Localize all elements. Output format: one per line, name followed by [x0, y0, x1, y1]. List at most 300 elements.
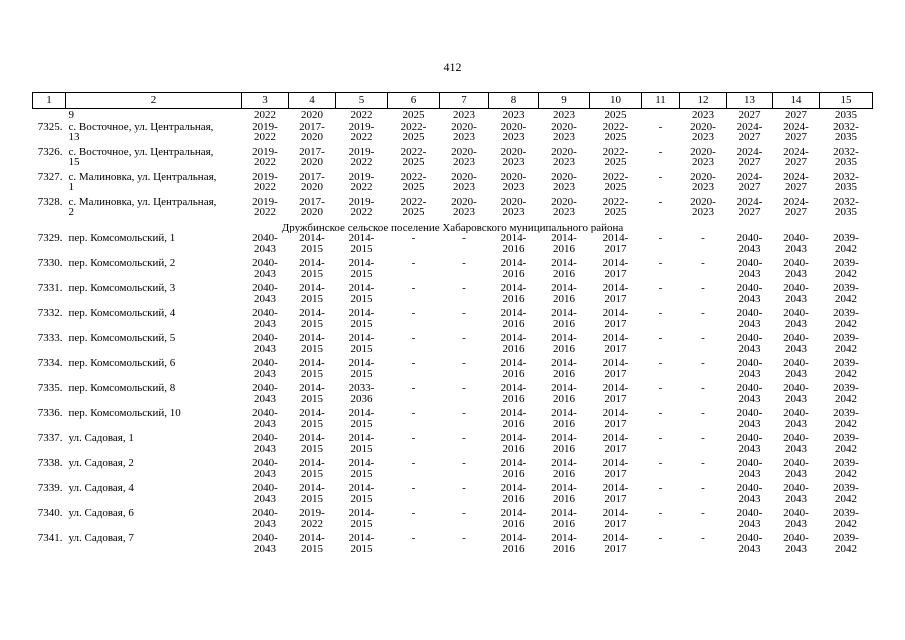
- cell-line: 2040-: [252, 458, 278, 469]
- cell-line: 2020: [301, 206, 323, 218]
- address-cell: [66, 433, 242, 458]
- cell-line: -: [701, 508, 705, 519]
- header-cell: 10: [590, 93, 642, 109]
- cell-line: -: [658, 358, 663, 369]
- year-cell: [289, 308, 336, 333]
- year-cell: [773, 333, 820, 358]
- cell-line: 2017: [604, 292, 627, 305]
- cell-line: 2024-: [783, 171, 809, 183]
- cell-line: 2017-: [299, 171, 325, 183]
- cell-line: 2016: [553, 317, 575, 330]
- year-cell: [440, 258, 489, 283]
- cell-line: 2043: [254, 417, 276, 430]
- cell-line: 2025: [604, 131, 627, 143]
- cell-line: 2015: [350, 342, 373, 355]
- cell-line: 2025: [402, 109, 425, 121]
- cell-line: 2023: [553, 181, 575, 193]
- cell-line: 2039-: [833, 333, 859, 344]
- year-cell: [289, 258, 336, 283]
- year-cell: [388, 122, 440, 147]
- address-cell: [66, 172, 242, 197]
- cell-line: 2014-: [551, 358, 577, 369]
- cell-line: 2017: [604, 492, 627, 505]
- cell-line: 2014-: [551, 333, 577, 344]
- cell-line: 2039-: [833, 358, 859, 369]
- cell-line: 2043: [785, 467, 807, 480]
- cell-line: -: [701, 233, 705, 244]
- cell-line: 2014-: [348, 258, 375, 269]
- year-cell: [642, 258, 680, 283]
- cell-line: 2017: [604, 417, 627, 430]
- cell-line: 2017: [604, 317, 627, 330]
- year-cell: [820, 383, 873, 408]
- cell-line: 2015: [350, 242, 373, 255]
- year-cell: [773, 233, 820, 258]
- cell-line: 2039-: [833, 383, 859, 394]
- cell-line: 2040-: [252, 408, 278, 419]
- cell-line: 2043: [785, 367, 807, 380]
- year-cell: [773, 458, 820, 483]
- cell-line: 2015: [350, 292, 373, 305]
- cell-line: -: [701, 433, 705, 444]
- cell-line: -: [462, 308, 466, 319]
- cell-line: 2043: [254, 467, 276, 480]
- table-row: [33, 283, 873, 308]
- cell-line: 2023: [502, 131, 525, 143]
- year-cell: [336, 433, 388, 458]
- cell-line: с. Малиновка, ул. Центральная,: [68, 171, 217, 183]
- year-cell: [489, 408, 539, 433]
- table-header: [33, 93, 873, 109]
- year-cell: [336, 283, 388, 308]
- cell-line: 2040-: [783, 433, 809, 444]
- year-cell: [336, 383, 388, 408]
- table-row: [33, 383, 873, 408]
- cell-line: 2014-: [500, 258, 527, 269]
- table-row: [33, 483, 873, 508]
- year-cell: [680, 483, 727, 508]
- address-cell: [66, 109, 242, 122]
- cell-line: 15: [68, 156, 80, 168]
- address-cell: [66, 458, 242, 483]
- cell-line: 2014-: [299, 458, 325, 469]
- year-cell: [680, 358, 727, 383]
- year-cell: [440, 283, 489, 308]
- year-cell: [336, 172, 388, 197]
- address-cell: [66, 533, 242, 558]
- cell-line: 2042: [835, 342, 857, 355]
- cell-line: 2043: [738, 267, 761, 280]
- row-number: 7338.: [37, 458, 63, 469]
- cell-line: 2015: [301, 317, 323, 330]
- header-cell: 5: [336, 93, 388, 109]
- year-cell: [440, 408, 489, 433]
- year-cell: [680, 109, 727, 122]
- cell-line: -: [462, 458, 466, 469]
- cell-line: 2015: [350, 442, 373, 455]
- cell-line: 2025: [402, 131, 425, 143]
- year-cell: [440, 383, 489, 408]
- cell-line: 2014-: [348, 458, 375, 469]
- cell-line: -: [701, 483, 705, 494]
- cell-line: 2040-: [783, 358, 809, 369]
- cell-line: 2015: [301, 492, 323, 505]
- year-cell: [388, 258, 440, 283]
- cell-line: 2039-: [833, 483, 859, 494]
- cell-line: 2023: [453, 206, 475, 218]
- cell-line: -: [658, 196, 663, 208]
- year-cell: [590, 197, 642, 222]
- cell-line: 2042: [835, 442, 857, 455]
- year-cell: [489, 333, 539, 358]
- year-cell: [727, 109, 773, 122]
- cell-line: 2025: [604, 181, 627, 193]
- cell-line: 2015: [301, 442, 323, 455]
- cell-line: 2014-: [348, 233, 375, 244]
- cell-line: 2023: [502, 206, 525, 218]
- year-cell: [590, 233, 642, 258]
- cell-line: 2024-: [783, 196, 809, 208]
- cell-line: 2043: [254, 542, 276, 555]
- cell-line: 2036: [350, 392, 373, 405]
- year-cell: [590, 122, 642, 147]
- year-cell: [642, 197, 680, 222]
- year-cell: [289, 172, 336, 197]
- year-cell: [773, 308, 820, 333]
- cell-line: 2025: [604, 206, 627, 218]
- cell-line: -: [462, 358, 466, 369]
- cell-line: 2014-: [500, 433, 527, 444]
- year-cell: [820, 109, 873, 122]
- cell-line: 2017: [604, 342, 627, 355]
- cell-line: -: [411, 458, 416, 469]
- cell-line: 2042: [835, 242, 857, 255]
- year-cell: [242, 283, 289, 308]
- cell-line: 2020: [301, 156, 323, 168]
- year-cell: [539, 508, 590, 533]
- cell-line: 2016: [502, 342, 525, 355]
- year-cell: [242, 358, 289, 383]
- year-cell: [820, 508, 873, 533]
- address-cell: [66, 122, 242, 147]
- cell-line: 2015: [301, 267, 323, 280]
- cell-line: 2043: [738, 492, 761, 505]
- header-cell: 13: [727, 93, 773, 109]
- year-cell: [489, 483, 539, 508]
- address-cell: [66, 358, 242, 383]
- cell-line: 2032-: [833, 121, 859, 133]
- cell-line: 2014-: [299, 383, 325, 394]
- row-number: 7341.: [37, 533, 63, 544]
- cell-line: 2014-: [602, 283, 629, 294]
- year-cell: [242, 433, 289, 458]
- row-number: 7329.: [37, 233, 63, 244]
- cell-line: 2014-: [348, 283, 375, 294]
- year-cell: [539, 172, 590, 197]
- cell-line: -: [411, 483, 416, 494]
- cell-line: -: [658, 171, 663, 183]
- cell-line: 2043: [254, 242, 276, 255]
- cell-line: ул. Садовая, 1: [68, 433, 134, 444]
- year-cell: [680, 433, 727, 458]
- cell-line: 2043: [254, 392, 276, 405]
- cell-line: 2022: [350, 206, 373, 218]
- row-number: 7328.: [37, 196, 63, 208]
- header-cell: 12: [680, 93, 727, 109]
- year-cell: [489, 172, 539, 197]
- cell-line: 2043: [785, 267, 807, 280]
- year-cell: [773, 172, 820, 197]
- cell-line: 2022: [350, 156, 373, 168]
- cell-line: 2014-: [299, 433, 325, 444]
- cell-line: 2019-: [348, 196, 375, 208]
- cell-line: 2014-: [500, 283, 527, 294]
- year-cell: [727, 197, 773, 222]
- cell-line: с. Восточное, ул. Центральная,: [68, 146, 214, 158]
- year-cell: [642, 333, 680, 358]
- cell-line: 2043: [254, 442, 276, 455]
- cell-line: 2019-: [348, 121, 375, 133]
- year-cell: [440, 233, 489, 258]
- header-cell: 1: [33, 93, 66, 109]
- cell-line: 2014-: [348, 508, 375, 519]
- cell-line: 2019-: [299, 508, 325, 519]
- cell-line: 2040-: [736, 458, 763, 469]
- year-cell: [727, 172, 773, 197]
- year-cell: [680, 233, 727, 258]
- address-cell: [66, 333, 242, 358]
- year-cell: [242, 172, 289, 197]
- cell-line: 2014-: [551, 308, 577, 319]
- cell-line: 2022-: [400, 146, 427, 158]
- cell-line: 2017: [604, 367, 627, 380]
- cell-line: 2020-: [551, 121, 577, 133]
- year-cell: [642, 408, 680, 433]
- cell-line: 2016: [553, 242, 575, 255]
- year-cell: [289, 383, 336, 408]
- cell-line: 2014-: [299, 408, 325, 419]
- cell-line: пер. Комсомольский, 8: [68, 383, 176, 394]
- year-cell: [727, 433, 773, 458]
- year-cell: [489, 258, 539, 283]
- year-cell: [388, 408, 440, 433]
- year-cell: [590, 258, 642, 283]
- cell-line: -: [658, 283, 663, 294]
- section-title: Дружбинское сельское поселение Хабаровского муниципального района: [281, 221, 624, 233]
- year-cell: [388, 533, 440, 558]
- cell-line: 2039-: [833, 458, 859, 469]
- cell-line: 2040-: [736, 283, 763, 294]
- year-cell: [289, 109, 336, 122]
- year-cell: [289, 508, 336, 533]
- cell-line: 2043: [785, 542, 807, 555]
- year-cell: [539, 122, 590, 147]
- year-cell: [242, 383, 289, 408]
- year-cell: [590, 433, 642, 458]
- year-cell: [727, 147, 773, 172]
- row-number: 7326.: [37, 146, 63, 158]
- cell-line: 2014-: [500, 533, 527, 544]
- cell-line: -: [411, 283, 416, 294]
- year-cell: [820, 147, 873, 172]
- cell-line: 2022-: [400, 121, 427, 133]
- cell-line: 2014-: [500, 233, 527, 244]
- year-cell: [388, 147, 440, 172]
- year-cell: [590, 308, 642, 333]
- year-cell: [440, 533, 489, 558]
- year-cell: [489, 197, 539, 222]
- cell-line: 2019-: [348, 171, 375, 183]
- cell-line: 2040-: [783, 258, 809, 269]
- cell-line: 2043: [738, 442, 761, 455]
- cell-line: 2017-: [299, 146, 325, 158]
- cell-line: 2016: [502, 367, 525, 380]
- cell-line: 2017: [604, 442, 627, 455]
- year-cell: [773, 483, 820, 508]
- cell-line: 2014-: [348, 308, 375, 319]
- cell-line: 2023: [553, 156, 575, 168]
- cell-line: 2014-: [602, 533, 629, 544]
- year-cell: [820, 122, 873, 147]
- cell-line: 2043: [738, 342, 761, 355]
- year-cell: [773, 147, 820, 172]
- cell-line: пер. Комсомольский, 6: [68, 358, 176, 369]
- cell-line: -: [462, 508, 466, 519]
- cell-line: -: [462, 383, 466, 394]
- row-number: 7330.: [37, 258, 63, 269]
- year-cell: [489, 433, 539, 458]
- year-cell: [773, 109, 820, 122]
- cell-line: 2014-: [299, 258, 325, 269]
- cell-line: 2027: [738, 109, 761, 121]
- cell-line: 2020-: [500, 171, 527, 183]
- cell-line: 2042: [835, 292, 857, 305]
- cell-line: 2016: [502, 492, 525, 505]
- cell-line: 2040-: [736, 233, 763, 244]
- year-cell: [773, 283, 820, 308]
- cell-line: 2027: [785, 206, 807, 218]
- cell-line: 2024-: [736, 196, 763, 208]
- cell-line: 2043: [254, 317, 276, 330]
- year-cell: [242, 533, 289, 558]
- year-cell: [539, 233, 590, 258]
- cell-line: 2015: [301, 467, 323, 480]
- year-cell: [289, 408, 336, 433]
- cell-line: 2014-: [551, 533, 577, 544]
- cell-line: -: [462, 433, 466, 444]
- cell-line: пер. Комсомольский, 10: [68, 408, 181, 419]
- year-cell: [489, 283, 539, 308]
- cell-line: 2025: [402, 156, 425, 168]
- cell-line: 2040-: [783, 508, 809, 519]
- cell-line: 2027: [785, 131, 807, 143]
- cell-line: 2043: [254, 342, 276, 355]
- cell-line: 2039-: [833, 233, 859, 244]
- cell-line: 2015: [350, 317, 373, 330]
- section-row: [33, 222, 873, 234]
- cell-line: 2019-: [348, 146, 375, 158]
- cell-line: 2014-: [299, 308, 325, 319]
- cell-line: 2022-: [602, 146, 629, 158]
- cell-line: 2015: [301, 367, 323, 380]
- cell-line: 2020-: [690, 171, 716, 183]
- year-cell: [489, 358, 539, 383]
- cell-line: 2040-: [252, 483, 278, 494]
- year-cell: [539, 258, 590, 283]
- cell-line: 2040-: [252, 383, 278, 394]
- cell-line: 2023: [453, 181, 475, 193]
- year-cell: [242, 508, 289, 533]
- year-cell: [242, 122, 289, 147]
- cell-line: 2014-: [551, 433, 577, 444]
- year-cell: [820, 197, 873, 222]
- table-row: [33, 433, 873, 458]
- year-cell: [642, 122, 680, 147]
- cell-line: 2020-: [500, 196, 527, 208]
- cell-line: 2023: [692, 109, 714, 121]
- cell-line: 2025: [402, 206, 425, 218]
- row-number: 7339.: [37, 483, 63, 494]
- year-cell: [727, 358, 773, 383]
- cell-line: 2014-: [500, 508, 527, 519]
- cell-line: 2020-: [551, 196, 577, 208]
- header-cell: 7: [440, 93, 489, 109]
- cell-line: 2015: [301, 417, 323, 430]
- cell-line: 2019-: [252, 171, 278, 183]
- cell-line: 2043: [738, 292, 761, 305]
- cell-line: 2043: [738, 517, 761, 530]
- cell-line: -: [462, 258, 466, 269]
- cell-line: 2014-: [500, 333, 527, 344]
- cell-line: 2022: [350, 109, 373, 121]
- cell-line: 2040-: [783, 283, 809, 294]
- cell-line: 2014-: [500, 308, 527, 319]
- year-cell: [289, 197, 336, 222]
- cell-line: 2025: [604, 109, 627, 121]
- cell-line: 2020: [301, 181, 323, 193]
- cell-line: 2039-: [833, 308, 859, 319]
- year-cell: [590, 109, 642, 122]
- cell-line: 2035: [835, 156, 857, 168]
- cell-line: 2040-: [783, 458, 809, 469]
- year-cell: [727, 508, 773, 533]
- cell-line: пер. Комсомольский, 3: [68, 283, 176, 294]
- cell-line: 2024-: [736, 121, 763, 133]
- year-cell: [388, 172, 440, 197]
- cell-line: 2022: [254, 156, 276, 168]
- cell-line: 2022-: [602, 171, 629, 183]
- cell-line: 2039-: [833, 408, 859, 419]
- year-cell: [820, 458, 873, 483]
- cell-line: 2016: [553, 367, 575, 380]
- year-cell: [440, 483, 489, 508]
- year-cell: [590, 172, 642, 197]
- address-cell: [66, 408, 242, 433]
- cell-line: 2014-: [348, 483, 375, 494]
- cell-line: 2014-: [551, 408, 577, 419]
- row-number: 7337.: [37, 433, 63, 444]
- cell-line: 2027: [738, 181, 761, 193]
- cell-line: 2016: [553, 392, 575, 405]
- year-cell: [242, 147, 289, 172]
- cell-line: 2014-: [602, 233, 629, 244]
- cell-line: 2016: [502, 267, 525, 280]
- year-cell: [539, 333, 590, 358]
- year-cell: [242, 458, 289, 483]
- year-cell: [680, 283, 727, 308]
- cell-line: 2016: [553, 417, 575, 430]
- cell-line: 2035: [835, 206, 857, 218]
